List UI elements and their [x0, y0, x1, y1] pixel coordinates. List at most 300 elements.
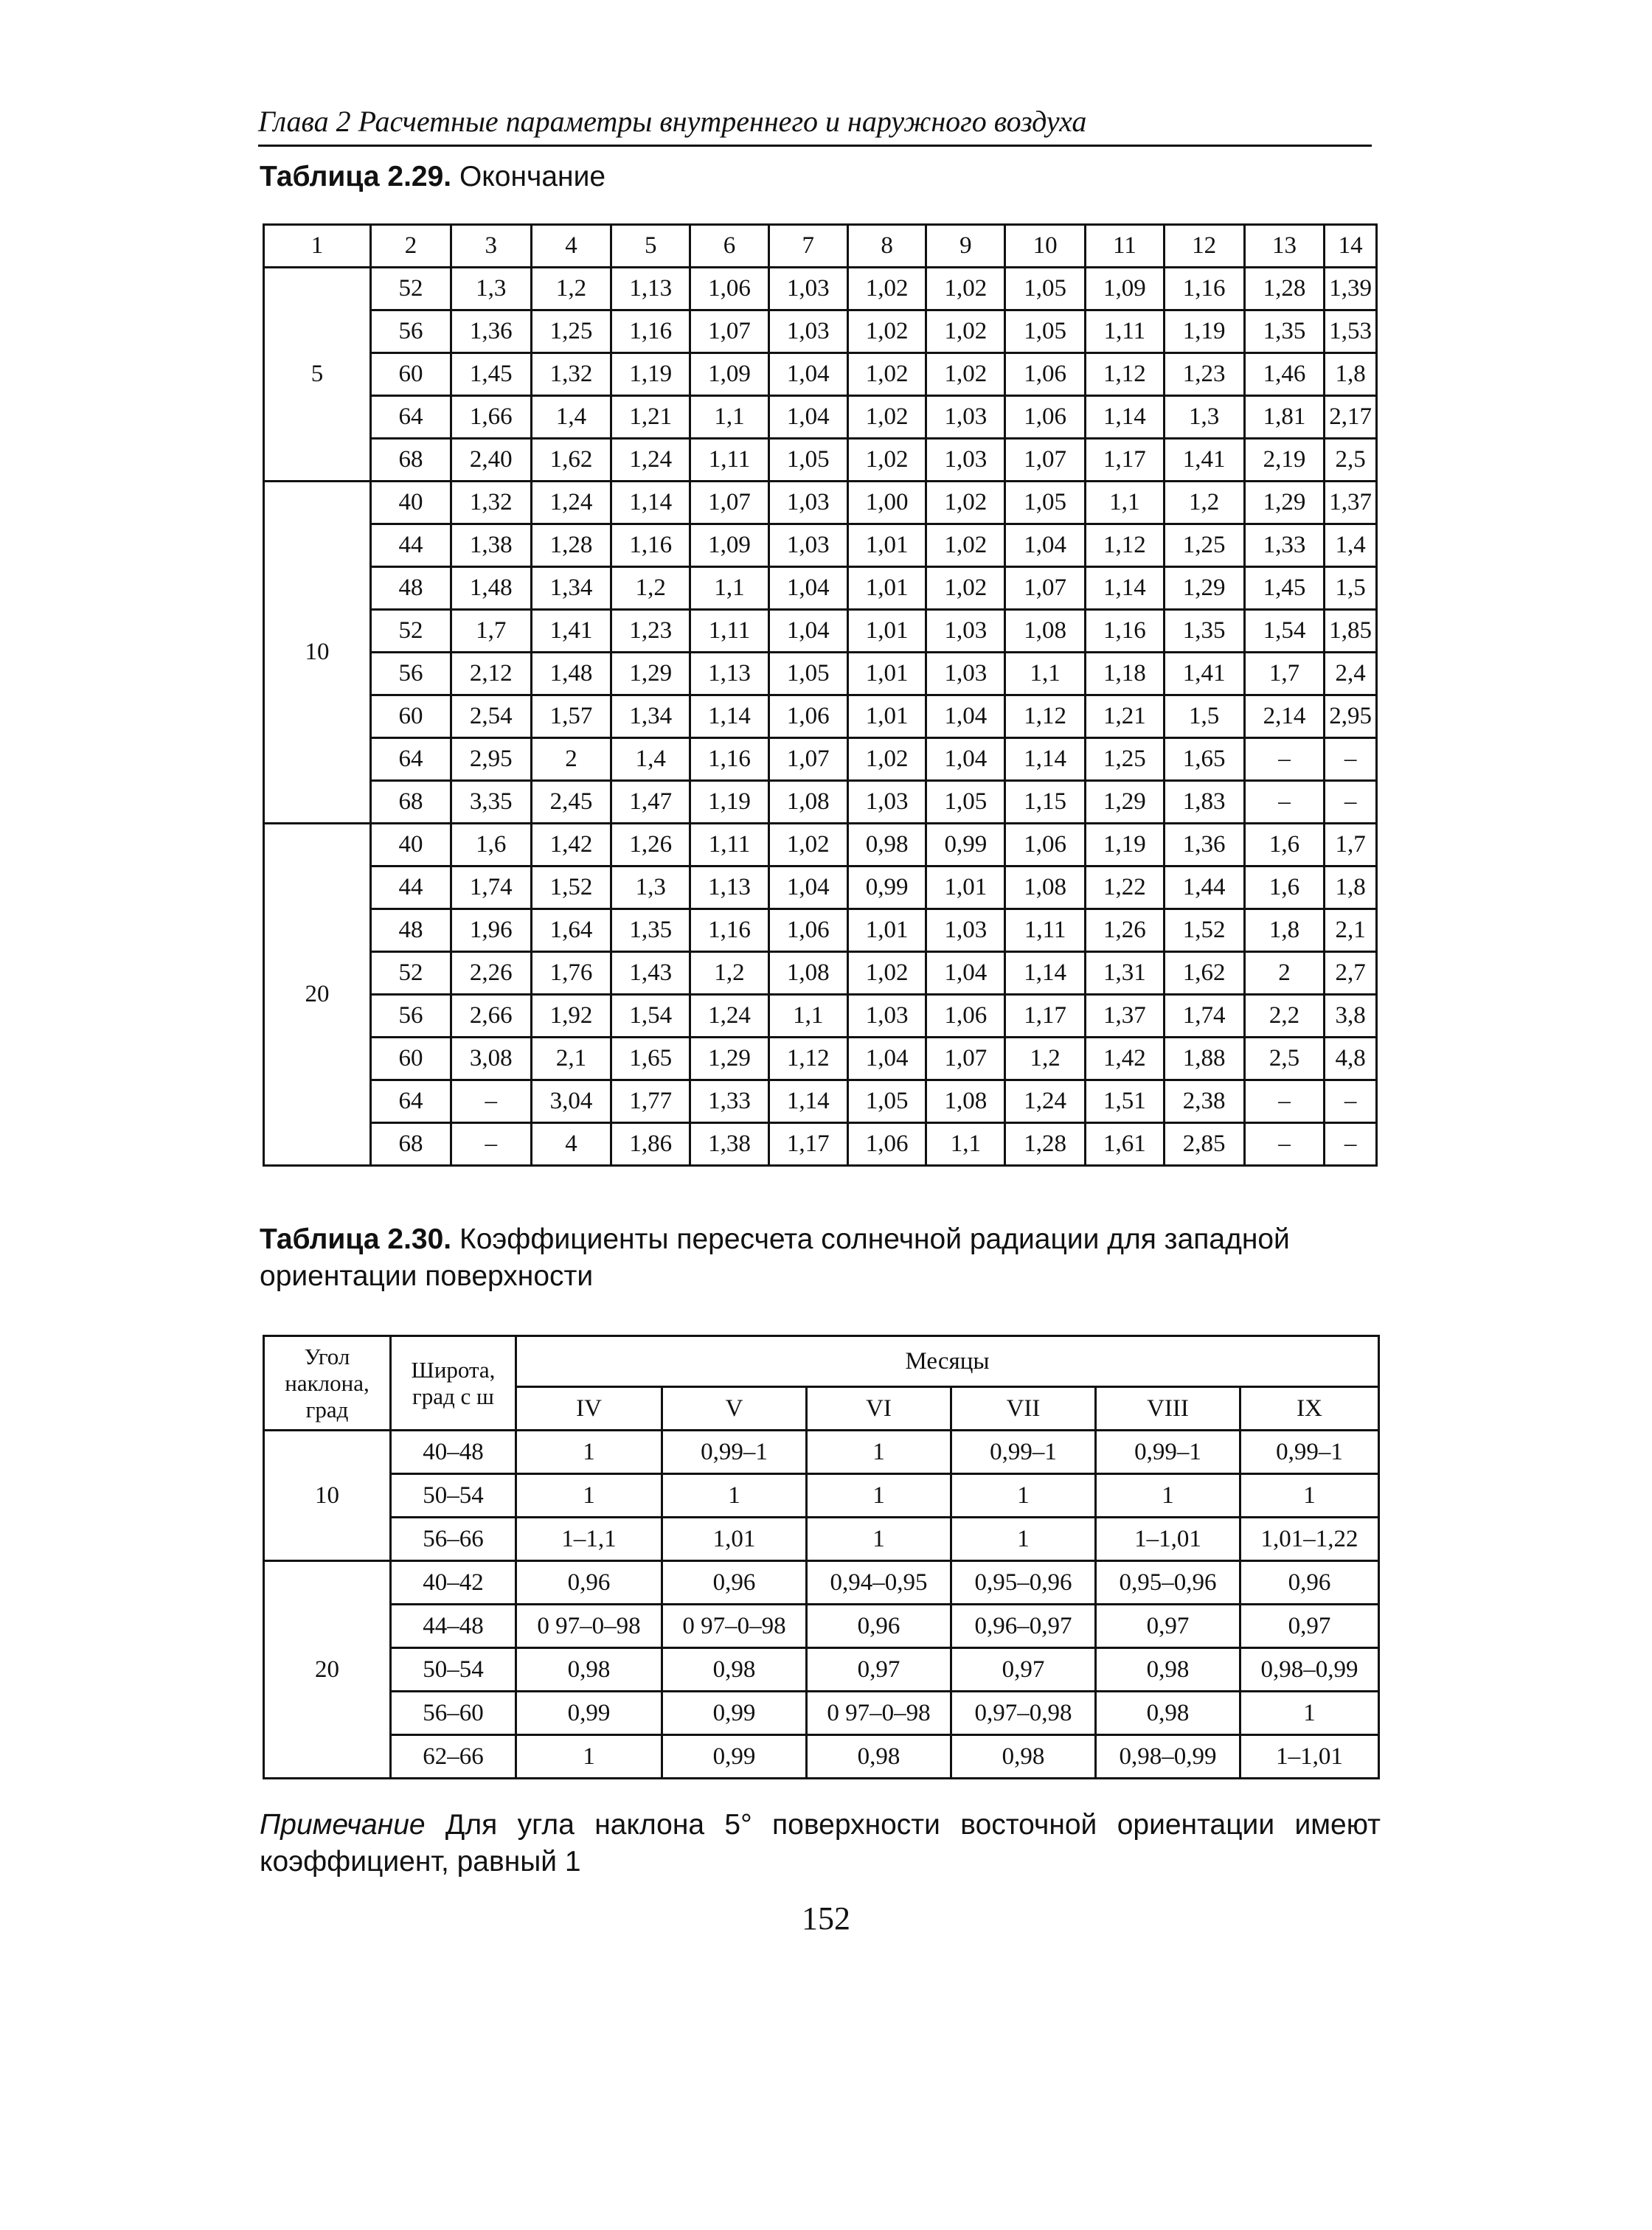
- table-cell: –: [451, 1123, 531, 1166]
- table-cell: 1,3: [1164, 396, 1244, 439]
- table-cell: 1,19: [690, 781, 769, 824]
- table-header-row: [264, 225, 1377, 268]
- table-cell: 0,97: [951, 1648, 1096, 1692]
- table-cell: 1,01: [662, 1518, 807, 1561]
- table-cell: 0,99: [662, 1692, 807, 1735]
- table-cell: 1,19: [1164, 310, 1244, 353]
- table-cell: 1,06: [847, 1123, 926, 1166]
- group-label: 5: [264, 268, 371, 482]
- table-row: [264, 866, 1377, 909]
- table-cell: 1,35: [1164, 610, 1244, 653]
- table-cell: 0,98: [516, 1648, 662, 1692]
- angle-header: Угол наклона, град: [264, 1336, 391, 1431]
- table-cell: 1,96: [451, 909, 531, 952]
- table-row: [264, 1431, 1379, 1474]
- table-cell: 0,99–1: [1096, 1431, 1240, 1474]
- table-row: [264, 1080, 1377, 1123]
- table-cell: 1,8: [1325, 353, 1377, 396]
- table-cell: 1,05: [1005, 310, 1086, 353]
- table-cell: 1,62: [1164, 952, 1244, 995]
- table-cell: 52: [371, 952, 451, 995]
- page-number: 152: [802, 1900, 850, 1937]
- table-cell: 56: [371, 310, 451, 353]
- table-row: [264, 909, 1377, 952]
- column-number: 8: [847, 225, 926, 268]
- table-2-29: [263, 223, 1378, 1167]
- table-cell: 1,02: [847, 268, 926, 310]
- table-cell: 1–1,01: [1096, 1518, 1240, 1561]
- table-cell: 1,16: [1086, 610, 1165, 653]
- table-cell: –: [1325, 781, 1377, 824]
- table-cell: 1,41: [531, 610, 611, 653]
- table-cell: 1,29: [690, 1038, 769, 1080]
- table-cell: 1,03: [768, 482, 847, 524]
- table-cell: 1,88: [1164, 1038, 1244, 1080]
- latitude-cell: 40–42: [391, 1561, 516, 1605]
- latitude-cell: 62–66: [391, 1735, 516, 1779]
- table-row: [264, 1561, 1379, 1605]
- column-number: 3: [451, 225, 531, 268]
- angle-group-label: 20: [264, 1561, 391, 1779]
- table-cell: 1,7: [451, 610, 531, 653]
- table-cell: 40: [371, 824, 451, 866]
- table-cell: 1,48: [531, 653, 611, 695]
- table-cell: 2,54: [451, 695, 531, 738]
- table-cell: 1,16: [1164, 268, 1244, 310]
- table-cell: 0,96: [807, 1605, 951, 1648]
- table-cell: 1,57: [531, 695, 611, 738]
- table-2-30-number: Таблица 2.30.: [260, 1223, 452, 1255]
- table-cell: 1,03: [847, 995, 926, 1038]
- table-cell: 1,16: [611, 310, 690, 353]
- table-cell: 0,97: [1240, 1605, 1379, 1648]
- table-cell: 1,1: [690, 567, 769, 610]
- table-cell: 1,01: [847, 695, 926, 738]
- table-cell: 1,19: [611, 353, 690, 396]
- table-cell: 1,02: [926, 353, 1005, 396]
- table-cell: 2,19: [1244, 439, 1325, 482]
- table-row: [264, 482, 1377, 524]
- table-cell: 1,07: [768, 738, 847, 781]
- table-row: [264, 653, 1377, 695]
- table-cell: 1,92: [531, 995, 611, 1038]
- table-cell: 1,44: [1164, 866, 1244, 909]
- table-cell: 1,13: [690, 866, 769, 909]
- table-cell: 1,62: [531, 439, 611, 482]
- table-cell: 2,85: [1164, 1123, 1244, 1166]
- header-rule: [258, 145, 1372, 147]
- table-cell: 1,02: [847, 952, 926, 995]
- table-cell: 0,98: [1096, 1692, 1240, 1735]
- table-cell: 1,15: [1005, 781, 1086, 824]
- table-cell: 1,25: [1164, 524, 1244, 567]
- month-header: IV: [516, 1387, 662, 1431]
- table-cell: 1,6: [1244, 824, 1325, 866]
- table-cell: 1,23: [1164, 353, 1244, 396]
- table-cell: 0,96–0,97: [951, 1605, 1096, 1648]
- table-cell: 1,6: [1244, 866, 1325, 909]
- table-cell: 1,04: [768, 866, 847, 909]
- table-cell: 1,36: [1164, 824, 1244, 866]
- table-cell: –: [1244, 781, 1325, 824]
- table-cell: 44: [371, 866, 451, 909]
- table-cell: 1,32: [531, 353, 611, 396]
- table-cell: 1,28: [531, 524, 611, 567]
- table-cell: 0,98–0,99: [1240, 1648, 1379, 1692]
- table-cell: 1,29: [611, 653, 690, 695]
- table-cell: 1,06: [1005, 824, 1086, 866]
- table-cell: 1,81: [1244, 396, 1325, 439]
- table-cell: 68: [371, 1123, 451, 1166]
- table-cell: 1,48: [451, 567, 531, 610]
- table-cell: 1,41: [1164, 439, 1244, 482]
- table-cell: 1,2: [611, 567, 690, 610]
- table-cell: 1,02: [926, 567, 1005, 610]
- table-cell: 1,04: [768, 396, 847, 439]
- table-cell: 1,07: [1005, 567, 1086, 610]
- table-cell: –: [1244, 738, 1325, 781]
- table-cell: 3,04: [531, 1080, 611, 1123]
- table-cell: 1,08: [768, 781, 847, 824]
- table-cell: 1,53: [1325, 310, 1377, 353]
- table-cell: 1,03: [768, 268, 847, 310]
- table-cell: 0,99: [847, 866, 926, 909]
- table-cell: 0,96: [516, 1561, 662, 1605]
- table-cell: 1,1: [1086, 482, 1165, 524]
- table-cell: 48: [371, 909, 451, 952]
- table-cell: 64: [371, 396, 451, 439]
- table-cell: 1,2: [1005, 1038, 1086, 1080]
- table-cell: 0 97–0–98: [662, 1605, 807, 1648]
- table-cell: 1,29: [1244, 482, 1325, 524]
- table-cell: 1,16: [690, 909, 769, 952]
- table-cell: 1,54: [611, 995, 690, 1038]
- column-number: 4: [531, 225, 611, 268]
- table-cell: 1,77: [611, 1080, 690, 1123]
- table-cell: 1: [951, 1518, 1096, 1561]
- table-cell: 1,07: [690, 310, 769, 353]
- table-cell: 1,12: [768, 1038, 847, 1080]
- table-cell: 1,06: [1005, 353, 1086, 396]
- latitude-cell: 44–48: [391, 1605, 516, 1648]
- table-cell: 1,03: [926, 653, 1005, 695]
- table-row: [264, 1648, 1379, 1692]
- column-number: 10: [1005, 225, 1086, 268]
- table-cell: 0,98: [847, 824, 926, 866]
- table-cell: 3,8: [1325, 995, 1377, 1038]
- table-cell: 1,08: [768, 952, 847, 995]
- table-cell: 1,39: [1325, 268, 1377, 310]
- table-cell: 1,4: [1325, 524, 1377, 567]
- table-cell: 64: [371, 738, 451, 781]
- table-cell: 1,01: [926, 866, 1005, 909]
- table-cell: 1,36: [451, 310, 531, 353]
- table-cell: 1,51: [1086, 1080, 1165, 1123]
- table-cell: 1,1: [926, 1123, 1005, 1166]
- table-cell: 1,00: [847, 482, 926, 524]
- table-2-29-caption-text: Окончание: [451, 161, 606, 192]
- table-cell: 1,45: [451, 353, 531, 396]
- table-cell: 1,02: [847, 738, 926, 781]
- table-cell: 1,28: [1005, 1123, 1086, 1166]
- table-cell: 1,24: [611, 439, 690, 482]
- column-number: 5: [611, 225, 690, 268]
- table-cell: 1,29: [1086, 781, 1165, 824]
- table-cell: 1,24: [531, 482, 611, 524]
- table-cell: 0 97–0–98: [807, 1692, 951, 1735]
- table-cell: 2,7: [1325, 952, 1377, 995]
- table-row: [264, 1692, 1379, 1735]
- table-cell: 1,1: [768, 995, 847, 1038]
- table-cell: 1,05: [768, 653, 847, 695]
- table-cell: 1,25: [531, 310, 611, 353]
- table-cell: 1: [807, 1474, 951, 1518]
- table-cell: 1,03: [926, 439, 1005, 482]
- table-cell: 1,65: [1164, 738, 1244, 781]
- table-row: [264, 268, 1377, 310]
- table-cell: 2,45: [531, 781, 611, 824]
- table-cell: 1: [1240, 1474, 1379, 1518]
- table-row: [264, 995, 1377, 1038]
- table-note: [260, 1807, 1381, 1880]
- group-label: 10: [264, 482, 371, 824]
- table-cell: 1,24: [690, 995, 769, 1038]
- table-cell: 1,7: [1325, 824, 1377, 866]
- table-cell: 1,07: [926, 1038, 1005, 1080]
- table-cell: 1,29: [1164, 567, 1244, 610]
- table-cell: 1,06: [768, 695, 847, 738]
- table-cell: 40: [371, 482, 451, 524]
- table-cell: 2,40: [451, 439, 531, 482]
- table-cell: 1,21: [1086, 695, 1165, 738]
- table-cell: 1,5: [1164, 695, 1244, 738]
- table-cell: 2,5: [1244, 1038, 1325, 1080]
- table-cell: 1,03: [926, 396, 1005, 439]
- table-cell: 1,04: [847, 1038, 926, 1080]
- table-row: [264, 824, 1377, 866]
- table-row: [264, 1123, 1377, 1166]
- table-cell: 1,07: [690, 482, 769, 524]
- latitude-cell: 50–54: [391, 1648, 516, 1692]
- table-cell: 1,54: [1244, 610, 1325, 653]
- table-cell: 0,98: [807, 1735, 951, 1779]
- table-cell: 0,97–0,98: [951, 1692, 1096, 1735]
- table-cell: 1,42: [531, 824, 611, 866]
- table-row: [264, 567, 1377, 610]
- latitude-cell: 56–66: [391, 1518, 516, 1561]
- table-cell: 1,25: [1086, 738, 1165, 781]
- table-cell: 0,99: [662, 1735, 807, 1779]
- table-cell: 1,06: [1005, 396, 1086, 439]
- table-cell: 60: [371, 1038, 451, 1080]
- latitude-cell: 40–48: [391, 1431, 516, 1474]
- table-row: [264, 310, 1377, 353]
- table-row: [264, 952, 1377, 995]
- note-text: Для угла наклона 5° поверхности восточной ориентации имеют коэффициент, равный 1: [260, 1809, 1381, 1878]
- table-cell: 1,64: [531, 909, 611, 952]
- table-row: [264, 1605, 1379, 1648]
- table-cell: 1: [516, 1735, 662, 1779]
- table-cell: 0,96: [1240, 1561, 1379, 1605]
- table-cell: 2,2: [1244, 995, 1325, 1038]
- table-cell: 1,04: [768, 567, 847, 610]
- table-row: [264, 781, 1377, 824]
- table-cell: 1,06: [768, 909, 847, 952]
- table-cell: 0,99–1: [1240, 1431, 1379, 1474]
- table-cell: 0,98: [951, 1735, 1096, 1779]
- table-row: [264, 1518, 1379, 1561]
- table-cell: 1,52: [531, 866, 611, 909]
- table-cell: 1,61: [1086, 1123, 1165, 1166]
- table-cell: 3,35: [451, 781, 531, 824]
- table-cell: 2,38: [1164, 1080, 1244, 1123]
- table-row: [264, 353, 1377, 396]
- table-cell: 1: [1240, 1692, 1379, 1735]
- table-cell: 1,04: [768, 610, 847, 653]
- table-cell: 1,14: [690, 695, 769, 738]
- table-cell: 1,12: [1005, 695, 1086, 738]
- table-cell: 1,35: [611, 909, 690, 952]
- table-cell: 1,66: [451, 396, 531, 439]
- table-cell: 1: [951, 1474, 1096, 1518]
- table-cell: 0,99–1: [951, 1431, 1096, 1474]
- table-cell: 1,02: [847, 353, 926, 396]
- table-cell: 1,14: [768, 1080, 847, 1123]
- column-number: 14: [1325, 225, 1377, 268]
- table-header-row: [264, 1336, 1379, 1387]
- table-cell: 1: [1096, 1474, 1240, 1518]
- table-cell: 1,74: [451, 866, 531, 909]
- table-cell: 0,95–0,96: [951, 1561, 1096, 1605]
- table-cell: 1,04: [926, 695, 1005, 738]
- table-cell: 2: [531, 738, 611, 781]
- table-cell: 52: [371, 610, 451, 653]
- table-cell: 0,94–0,95: [807, 1561, 951, 1605]
- table-cell: 68: [371, 439, 451, 482]
- column-number: 6: [690, 225, 769, 268]
- table-row: [264, 738, 1377, 781]
- latitude-cell: 56–60: [391, 1692, 516, 1735]
- table-cell: 0,98–0,99: [1096, 1735, 1240, 1779]
- table-row: [264, 1735, 1379, 1779]
- table-cell: 1,14: [1086, 396, 1165, 439]
- table-cell: 1,02: [768, 824, 847, 866]
- table-cell: 1,2: [1164, 482, 1244, 524]
- table-cell: 1,34: [611, 695, 690, 738]
- table-cell: 1,33: [690, 1080, 769, 1123]
- table-cell: 1,01–1,22: [1240, 1518, 1379, 1561]
- table-2-30-caption-text: Коэффициенты пересчета солнечной радиации для западной ориентации поверхности: [260, 1223, 1290, 1292]
- table-cell: 1,02: [926, 524, 1005, 567]
- table-cell: 1,02: [847, 396, 926, 439]
- table-cell: 1,23: [611, 610, 690, 653]
- table-cell: –: [451, 1080, 531, 1123]
- table-cell: 0,96: [662, 1561, 807, 1605]
- table-cell: 2,17: [1325, 396, 1377, 439]
- table-cell: 1,11: [1005, 909, 1086, 952]
- table-cell: 1,52: [1164, 909, 1244, 952]
- table-cell: 1,05: [847, 1080, 926, 1123]
- table-row: [264, 1474, 1379, 1518]
- table-row: [264, 524, 1377, 567]
- table-cell: 1,7: [1244, 653, 1325, 695]
- table-cell: 1,12: [1086, 353, 1165, 396]
- table-cell: 1,4: [531, 396, 611, 439]
- table-cell: 1,01: [847, 610, 926, 653]
- table-cell: 1,01: [847, 909, 926, 952]
- table-cell: 1,05: [1005, 482, 1086, 524]
- table-cell: 1: [807, 1431, 951, 1474]
- table-cell: 0,95–0,96: [1096, 1561, 1240, 1605]
- table-cell: 1,26: [1086, 909, 1165, 952]
- column-number: 11: [1086, 225, 1165, 268]
- table-cell: 1,76: [531, 952, 611, 995]
- table-cell: 1,18: [1086, 653, 1165, 695]
- table-row: [264, 396, 1377, 439]
- table-cell: 0,99: [516, 1692, 662, 1735]
- table-cell: 56: [371, 995, 451, 1038]
- table-cell: 1,11: [690, 824, 769, 866]
- table-cell: 1: [662, 1474, 807, 1518]
- table-cell: 1,02: [926, 268, 1005, 310]
- table-cell: 4: [531, 1123, 611, 1166]
- table-cell: 1,37: [1086, 995, 1165, 1038]
- month-header: VIII: [1096, 1387, 1240, 1431]
- month-header: VI: [807, 1387, 951, 1431]
- group-label: 20: [264, 824, 371, 1166]
- table-cell: 1: [516, 1431, 662, 1474]
- table-cell: 1,01: [847, 524, 926, 567]
- table-cell: 1–1,01: [1240, 1735, 1379, 1779]
- table-cell: 0 97–0–98: [516, 1605, 662, 1648]
- table-cell: 0,97: [1096, 1605, 1240, 1648]
- table-cell: 1,04: [926, 952, 1005, 995]
- table-row: [264, 1038, 1377, 1080]
- table-cell: 1,09: [690, 524, 769, 567]
- table-cell: 2: [1244, 952, 1325, 995]
- table-cell: 56: [371, 653, 451, 695]
- table-cell: 1,11: [1086, 310, 1165, 353]
- table-cell: 4,8: [1325, 1038, 1377, 1080]
- table-cell: 1,2: [531, 268, 611, 310]
- table-cell: 1,47: [611, 781, 690, 824]
- table-cell: 2,14: [1244, 695, 1325, 738]
- table-cell: 1,12: [1086, 524, 1165, 567]
- table-row: [264, 610, 1377, 653]
- table-cell: 1,02: [926, 482, 1005, 524]
- table-cell: 1,41: [1164, 653, 1244, 695]
- table-cell: 1,26: [611, 824, 690, 866]
- table-cell: 0,97: [807, 1648, 951, 1692]
- table-cell: 1,05: [1005, 268, 1086, 310]
- table-cell: 1,42: [1086, 1038, 1165, 1080]
- table-2-29-number: Таблица 2.29.: [260, 161, 452, 192]
- table-cell: 2,95: [451, 738, 531, 781]
- table-cell: 2,1: [1325, 909, 1377, 952]
- table-cell: 1,5: [1325, 567, 1377, 610]
- table-cell: 1,22: [1086, 866, 1165, 909]
- table-cell: 1,43: [611, 952, 690, 995]
- table-cell: 1,37: [1325, 482, 1377, 524]
- table-cell: 1,02: [847, 310, 926, 353]
- table-cell: 60: [371, 353, 451, 396]
- table-cell: 64: [371, 1080, 451, 1123]
- table-cell: –: [1325, 1123, 1377, 1166]
- table-cell: 0,99: [926, 824, 1005, 866]
- table-cell: 2,26: [451, 952, 531, 995]
- table-cell: 2,1: [531, 1038, 611, 1080]
- table-cell: 1,09: [690, 353, 769, 396]
